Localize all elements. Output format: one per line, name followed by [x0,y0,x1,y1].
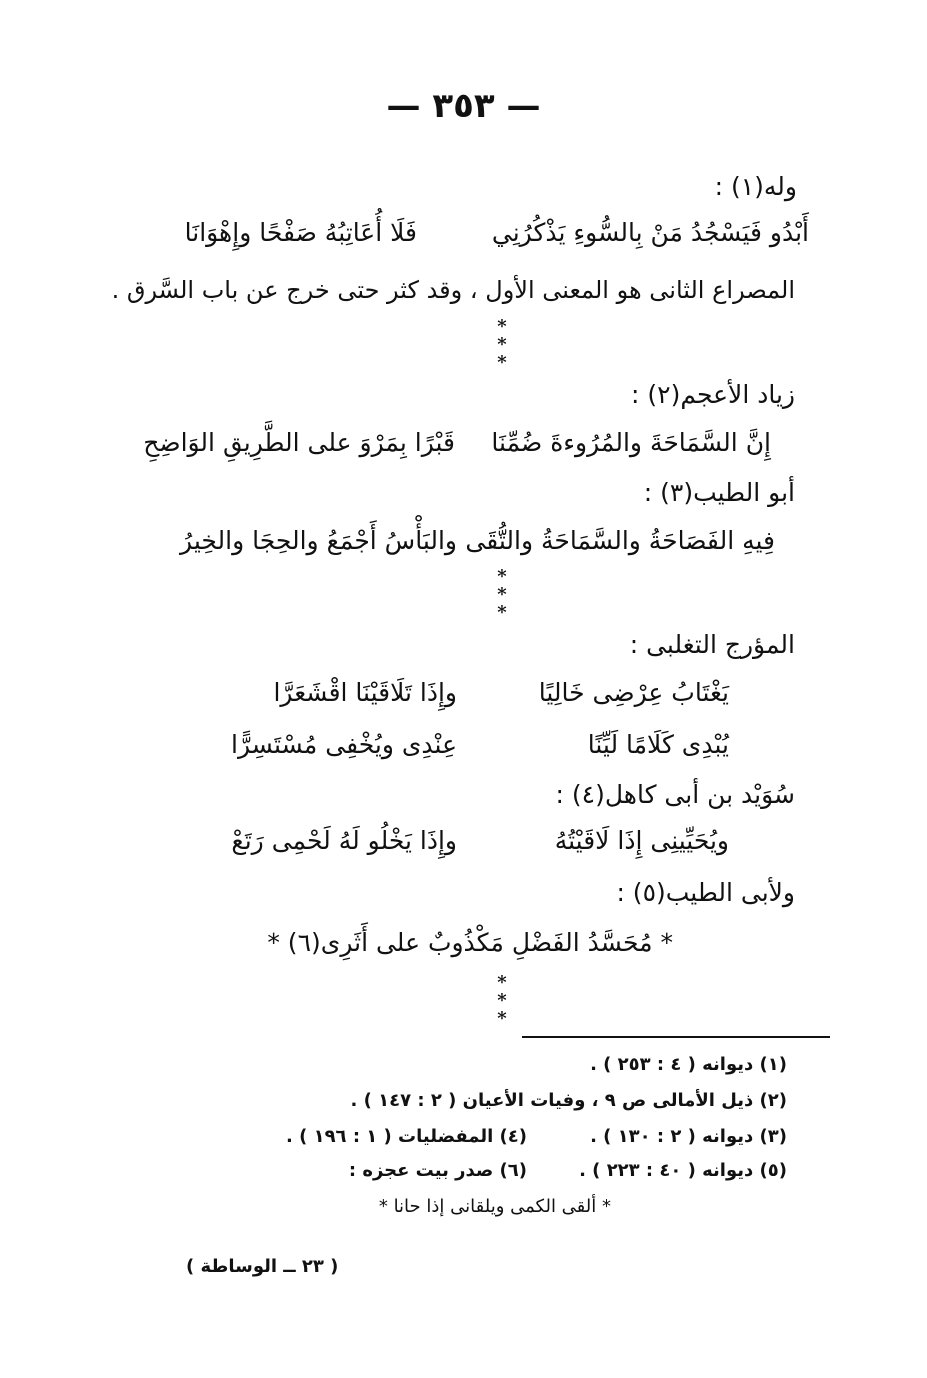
verse-hemistich-right: يُبْدِى كَلَامًا لَيِّنًا [587,730,729,759]
footnote-3: (٣) ديوانه ( ٢ : ١٣٠ ) . [590,1126,787,1147]
footnote-1: (١) ديوانه ( ٤ : ٢٥٣ ) . [590,1054,787,1075]
footnote-6-verse: * ألقى الكمى ويلقانى إذا حانا * [378,1196,611,1217]
separator-stars-bottom: * * [497,990,525,1029]
verse-hemistich-right: أَبْدُو فَيَسْجُدُ مَنْ بِالسُّوءِ يَذْكُرُنِي [491,218,809,247]
verse-hemistich-left: وإِذَا تَلَاقَيْنَا اقْشَعَرَّا [273,678,457,707]
separator-star-top: * [497,566,507,587]
separator-stars-bottom: * * [497,584,525,623]
page-number: — ٣٥٣ — [386,86,541,126]
poet-heading: زياد الأعجم(٢) : [631,380,795,409]
verse-hemistich-left: عِنْدِى ويُخْفِى مُسْتَسِرًّا [231,730,457,759]
commentary-text: المصراع الثانى هو المعنى الأول ، وقد كثر حتى خرج عن باب السَّرق . [111,276,795,304]
verse-hemistich-right: يَغْتَابُ عِرْضِى خَالِيًا [538,678,729,707]
section-separator [462,318,542,372]
verse-hemistich-right: ويُحَيِّينِى إِذَا لَاقَيْتُهُ [554,826,729,855]
footnote-4: (٤) المفضليات ( ١ : ١٩٦ ) . [285,1126,527,1147]
section-separator [462,974,542,1028]
footnote-5: (٥) ديوانه ( ٤٠ : ٢٢٣ ) . [579,1160,787,1181]
verse-hemistich-left: فَلَا أُعَاتِبُهُ صَفْحًا وإِهْوَانَا [184,218,417,247]
footnote-6: (٦) صدر بيت عجزه : [348,1160,527,1181]
separator-star-top: * [497,316,507,337]
poet-heading: وله(١) : [714,172,797,201]
poet-heading: سُوَيْد بن أبى كاهل(٤) : [555,780,795,809]
verse-hemistich-left: والبَأْسُ أَجْمَعُ والحِجَا والخِيرُ [180,526,457,555]
separator-star-top: * [497,972,507,993]
verse-hemistich-right: فِيهِ الفَصَاحَةُ والسَّمَاحَةُ والتُّقَى [465,526,775,555]
poet-heading: أبو الطيب(٣) : [643,478,795,507]
footnote-2: (٢) ذيل الأمالى ص ٩ ، وفيات الأعيان ( ٢ : ١٤٧ ) . [350,1090,787,1111]
poet-heading: ولأبى الطيب(٥) : [616,878,795,907]
single-hemistich: * مُحَسَّدُ الفَضْلِ مَكْذُوبٌ على أَثَرِى(٦) * [267,928,673,957]
signature-mark: ( ٢٣ ــ الوساطة ) [186,1256,339,1277]
verse-hemistich-left: قَبْرًا بِمَرْوَ على الطَّرِيقِ الوَاضِحِ [143,428,455,457]
poet-heading: المؤرج التغلبى : [629,630,795,659]
verse-hemistich-right: إِنَّ السَّمَاحَةَ والمُرُوءةَ ضُمِّنَا [491,428,771,457]
footnote-divider [522,1036,830,1038]
separator-stars-bottom: * * [497,334,525,373]
section-separator [462,568,542,622]
verse-hemistich-left: وإِذَا يَخْلُو لَهُ لَحْمِى رَتَعْ [231,826,457,855]
